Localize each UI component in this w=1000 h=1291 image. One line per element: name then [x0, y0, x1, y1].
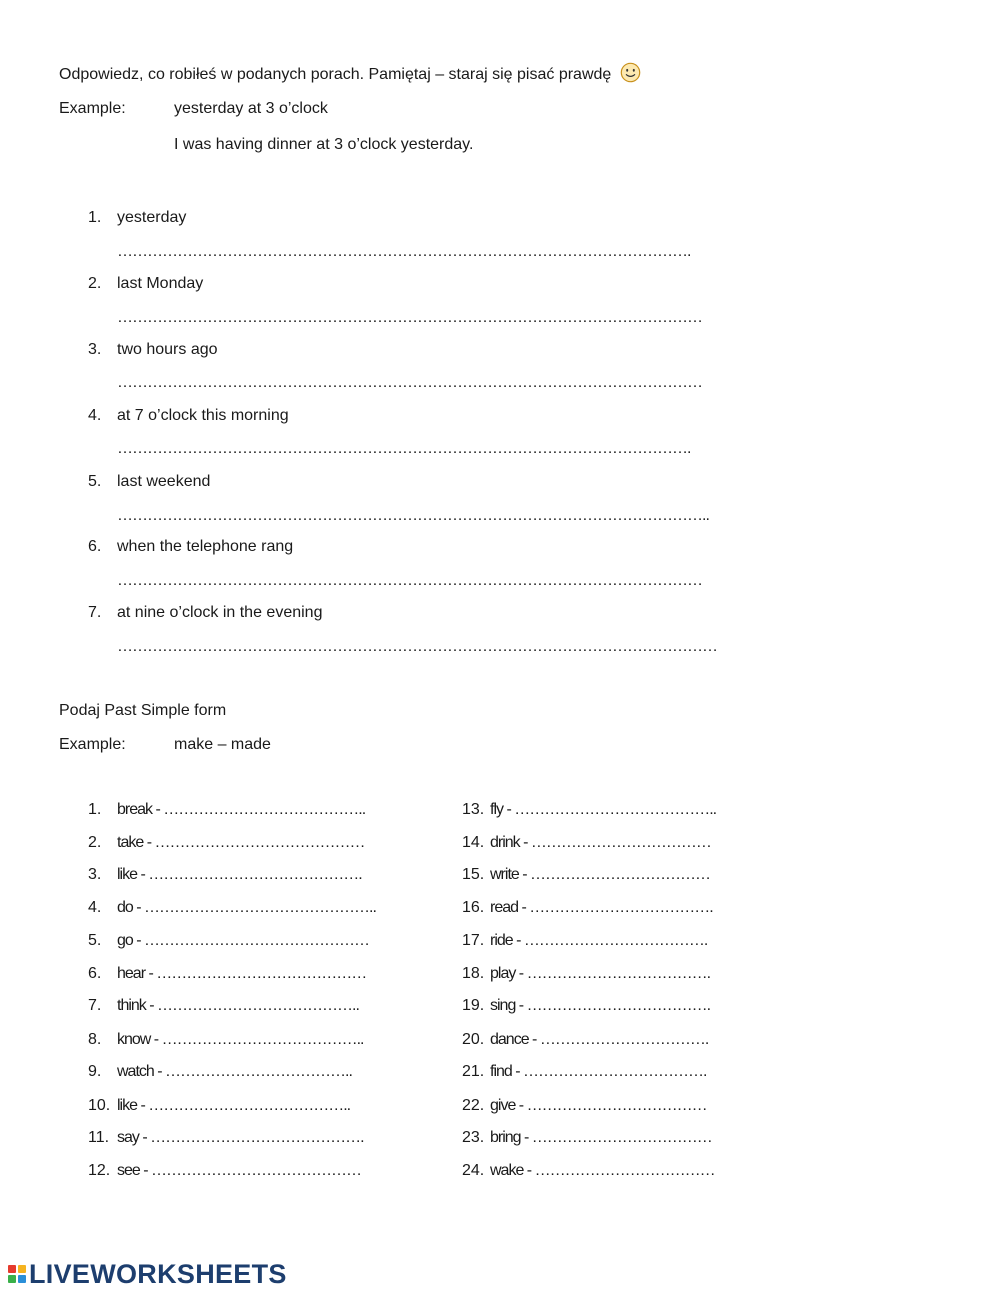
verb-item[interactable]: fly - ………………………………….. — [490, 801, 717, 818]
verb-item[interactable]: bring - ……………………………… — [490, 1129, 712, 1146]
question-text: two hours ago — [117, 341, 218, 358]
answer-line[interactable]: ……………………………………………………………………………………………………. — [117, 440, 691, 457]
verb-item[interactable]: ride - ………………………………. — [490, 932, 708, 949]
question-number: 2. — [88, 275, 102, 292]
verb-item[interactable]: watch - ……………………………….. — [117, 1063, 352, 1080]
verb-number: 20. — [462, 1031, 485, 1048]
question-number: 1. — [88, 209, 102, 226]
question-number: 7. — [88, 604, 102, 621]
verb-item[interactable]: like - ……………………………………. — [117, 866, 362, 883]
verb-item[interactable]: play - ………………………………. — [490, 965, 711, 982]
verb-item[interactable]: go - ……………………………………… — [117, 932, 370, 949]
verb-number: 6. — [88, 965, 102, 982]
question-text: at 7 o’clock this morning — [117, 407, 289, 424]
verb-item[interactable]: hear - …………………………………… — [117, 965, 367, 982]
verb-item[interactable]: say - ……………………………………. — [117, 1129, 364, 1146]
verb-item[interactable]: like - ………………………………….. — [117, 1097, 351, 1114]
example-label: Example: — [59, 736, 126, 753]
smiley-face-icon — [620, 62, 641, 83]
verb-item[interactable]: give - ……………………………… — [490, 1097, 707, 1114]
verb-item[interactable]: do - ……………………………………….. — [117, 899, 376, 916]
verb-item[interactable]: wake - ……………………………… — [490, 1162, 715, 1179]
verb-number: 9. — [88, 1063, 102, 1080]
verb-number: 15. — [462, 866, 485, 883]
verb-item[interactable]: read - ………………………………. — [490, 899, 713, 916]
verb-number: 14. — [462, 834, 485, 851]
verb-number: 18. — [462, 965, 485, 982]
logo-text: LIVEWORKSHEETS — [29, 1259, 287, 1289]
section-heading: Podaj Past Simple form — [59, 702, 227, 719]
verb-number: 12. — [88, 1162, 111, 1179]
verb-item[interactable]: write - ……………………………… — [490, 866, 710, 883]
example-prompt: yesterday at 3 o’clock — [174, 100, 328, 117]
question-text: at nine o’clock in the evening — [117, 604, 323, 621]
verb-item[interactable]: break - ………………………………….. — [117, 801, 366, 818]
verb-number: 23. — [462, 1129, 485, 1146]
answer-line[interactable]: ……………………………………………………………………………………………………… — [117, 374, 702, 391]
verb-number: 16. — [462, 899, 485, 916]
verb-number: 17. — [462, 932, 485, 949]
instruction-text — [59, 62, 641, 85]
verb-item[interactable]: find - ………………………………. — [490, 1063, 707, 1080]
answer-line[interactable]: ……………………………………………………………………………………………………… — [117, 309, 702, 326]
verb-item[interactable]: see - …………………………………… — [117, 1162, 362, 1179]
question-number: 3. — [88, 341, 102, 358]
instruction-label: Odpowiedz, co robiłeś w podanych porach. Pamiętaj – staraj się pisać prawdę — [59, 66, 612, 83]
verb-number: 8. — [88, 1031, 102, 1048]
question-number: 6. — [88, 538, 102, 555]
verb-number: 10. — [88, 1097, 111, 1114]
question-text: last Monday — [117, 275, 204, 292]
answer-line[interactable]: ……………………………………………………………………………………………………….. — [117, 507, 709, 524]
verb-number: 11. — [88, 1129, 110, 1146]
verb-item[interactable]: think - ………………………………….. — [117, 997, 359, 1014]
verb-item[interactable]: sing - ………………………………. — [490, 997, 711, 1014]
question-text: last weekend — [117, 473, 211, 490]
verb-number: 5. — [88, 932, 102, 949]
verb-item[interactable]: drink - ……………………………… — [490, 834, 711, 851]
verb-number: 24. — [462, 1162, 485, 1179]
answer-line[interactable]: ……………………………………………………………………………………………………. — [117, 243, 691, 260]
verb-number: 1. — [88, 801, 102, 818]
verb-number: 19. — [462, 997, 485, 1014]
example-answer: I was having dinner at 3 o’clock yesterday. — [174, 136, 474, 153]
verb-number: 21. — [462, 1063, 485, 1080]
liveworksheets-logo[interactable] — [8, 1260, 287, 1288]
question-number: 4. — [88, 407, 102, 424]
answer-line[interactable]: ………………………………………………………………………………………………………… — [117, 638, 717, 655]
verb-item[interactable]: know - ………………………………….. — [117, 1031, 364, 1048]
verb-number: 4. — [88, 899, 102, 916]
question-text: yesterday — [117, 209, 187, 226]
logo-grid-icon — [8, 1265, 26, 1283]
verb-number: 3. — [88, 866, 102, 883]
question-number: 5. — [88, 473, 102, 490]
example-label: Example: — [59, 100, 126, 117]
answer-line[interactable]: ……………………………………………………………………………………………………… — [117, 572, 702, 589]
verb-number: 13. — [462, 801, 485, 818]
verb-item[interactable]: take - …………………………………… — [117, 834, 365, 851]
example-text: make – made — [174, 736, 271, 753]
verb-number: 7. — [88, 997, 102, 1014]
verb-number: 2. — [88, 834, 102, 851]
question-text: when the telephone rang — [117, 538, 294, 555]
verb-number: 22. — [462, 1097, 485, 1114]
verb-item[interactable]: dance - ……………………………. — [490, 1031, 709, 1048]
